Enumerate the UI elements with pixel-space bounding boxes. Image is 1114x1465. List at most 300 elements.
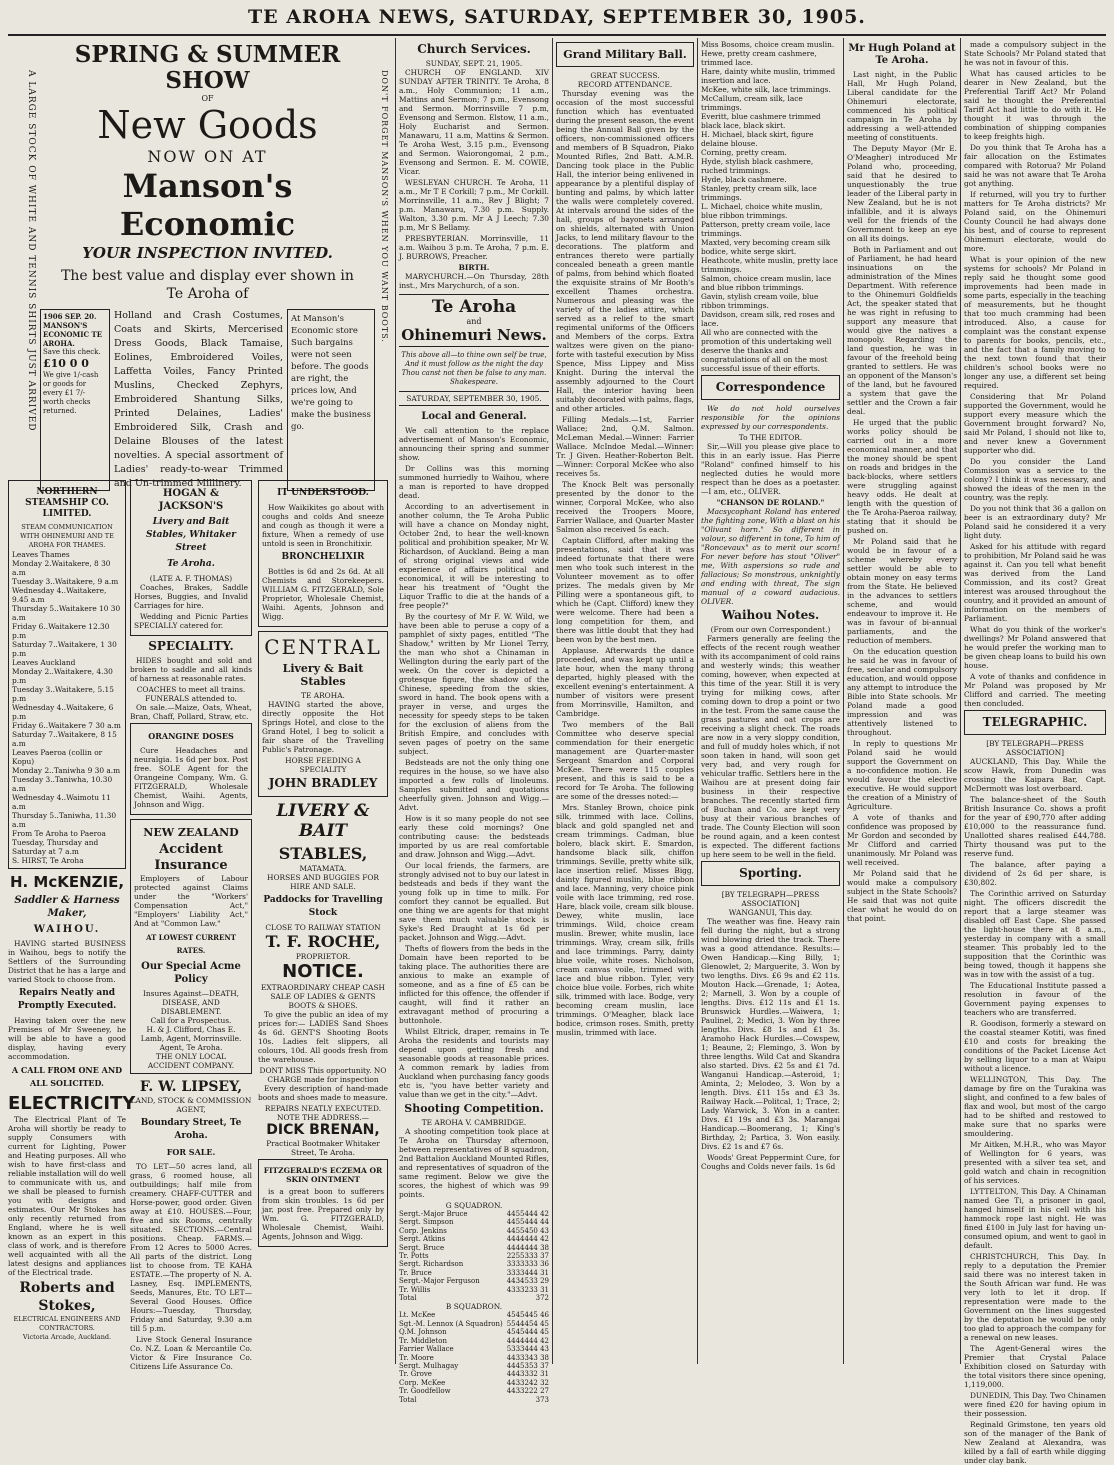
- score-row: [399, 1286, 549, 1294]
- list-line: Hyde, stylish black cashmere, ruched trimmings.: [701, 157, 814, 175]
- paragraph: Captain Clifford, after making the presentations, said that it was indeed fortunate that there were men who took such interest in the Volunteer movement as to offer prizes. The medals given by Mr Pilling were a spontaneous gift, to which he (Capt. Clifford) knew they were welcome. There had been a long competition for them, and there was little doubt that they had been won by the best men.: [556, 536, 694, 644]
- nz-accident-body: Employers of Labour protected against Claims under the "Workers' Compensation Act," "Employers' Liability Act," And at "Common Law.": [134, 874, 248, 928]
- score-name: Tr. Moore: [399, 1353, 434, 1362]
- nz-accident-rates: AT LOWEST CURRENT RATES.: [146, 933, 236, 955]
- paragraph: Two members of the Ball Committee who deserve special commendation for their energetic management are Quarter-master Sergeant Smardon and Corporal McKee. There were 115 couples present, and this is said to be a record for Te Aroha. The following are some of the dresses noted:—: [556, 720, 694, 801]
- score-name: Corp. Jenkins: [399, 1226, 447, 1235]
- paragraph: In reply to questions Mr Poland said he would support the Government on a no-confidence motion. He would favour the elective executive. He would support the creation of a Ministry of Agriculture.: [847, 739, 957, 811]
- score-value: 5544454 45: [506, 1319, 549, 1328]
- list-line: Monday 2.Waitakere, 8 30 a.m: [12, 559, 111, 577]
- vertical-banner-right: DON'T FORGET MANSON'S WHEN YOU WANT BOOTS.: [380, 70, 389, 343]
- coupon-name: MANSON'S ECONOMIC TE AROHA.: [43, 321, 103, 348]
- score-name: Q.M. Johnson: [399, 1328, 447, 1337]
- paragraph: The Agent-General wires the Premier that Crystal Palace Exhibition closed on Saturday with the total visitors there since opening, 1,119,000.: [964, 1344, 1106, 1389]
- score-value: 3333444 31: [506, 1268, 549, 1277]
- paragraph: By the courtesy of Mr F. W. Wild, we have been able to peruse a copy of a pamphlet of sixty pages, entitled "The Shadow," written by Mr Lionel Terry, the man who shot a Chinaman in Wellington during the early part of the week. On the cover is depicted a grotesque figure, the shadow of the Chinese, speeding from the skies, sword in hand. The book opens with a prayer in verse, and urges the necessity for speedy steps to be taken for the exclusion of aliens from the British Empire, and concludes with seven pages of poetry on the same subject.: [399, 612, 549, 756]
- paragraph: If returned, will you try to further matters for Te Aroha districts? Mr Poland said, on the Ohinemuri County Council he had always done his best, and of course to represent Ohinemuri electorate, would do more.: [964, 190, 1106, 253]
- score-name: Sergt.-Major Ferguson: [399, 1277, 480, 1286]
- list-line: Patterson, pretty cream voile, lace trimmings.: [701, 220, 831, 238]
- mckenzie-advertisement: [8, 873, 126, 1090]
- score-name: Lt. McKee: [399, 1311, 436, 1320]
- list-line: Thursday 5..Taniwha, 11.30 a.m: [12, 811, 117, 829]
- hogan-body: Coaches, Brakes, Saddle Horses, Buggies, and Invalid Carriages for hire.: [134, 583, 248, 610]
- lipsey-name: F. W. LIPSEY,: [139, 1079, 243, 1095]
- ball-title: Grand Military Ball.: [563, 48, 687, 61]
- notice-body: To give the public an idea of my prices for:— LADIES Sand Shoes 4s 6d. GENT'S Shooting Boots 10s. Ladies felt slippers, all colours, 10d. All goods fresh from the warehouse.: [258, 1010, 388, 1064]
- paragraph: made a compulsory subject in the State Schools? Mr Poland stated that he was not in favour of this.: [964, 40, 1106, 67]
- nz-accident-policy-sub: Insures Against—DEATH, DISEASE, AND DISABLEMENT.: [142, 989, 239, 1016]
- paragraph: Bedsteads are not the only thing one requires in the house, so we have also imported a few rolls of linoleums. Samples submitted and quotations cheerfully given. Johnson and Wigg.—Advt.: [399, 758, 549, 812]
- church-title: Church Services.: [417, 42, 531, 56]
- score-name: Sergt.-Major Bruce: [399, 1210, 468, 1218]
- list-line: Hare, dainty white muslin, trimmed insertion and lace.: [701, 67, 836, 85]
- paragraph: Both in Parliament and out of Parliament, he had heard insinuations on the administration of the Mines Department. With reference to the Ohinemuri Goldfields Act, the speaker stated that he was right in refusing to support any measure that would give the natives a monopoly. Regarding the land question, he was in favour of the freehold being granted to settlers. He was an opponent of the Manson's of the land, but he favoured a system that gave the settler and the Crown a fair deal.: [847, 245, 957, 416]
- shooting-total-1: [399, 1294, 549, 1302]
- paragraph: WELLINGTON, This Day. The damage by fire on the Turakina was slight, and confined to a few bales of flax and wool, but most of the cargo had to be shifted and restowed to make sure that no sparks were smouldering.: [964, 1075, 1106, 1138]
- telegraphic-by: [BY TELEGRAPH—PRESS ASSOCIATION]: [986, 739, 1084, 757]
- list-line: McKee, white silk, lace trimmings.: [701, 85, 831, 94]
- score-row: [399, 1252, 549, 1260]
- score-row: [399, 1277, 549, 1285]
- understood-advertisement: [258, 480, 388, 627]
- manson-side-verse: At Manson's Economic store Such bargains were not seen before. The goods are right, the prices low, And we're going to make the business go.: [287, 309, 375, 491]
- mckenzie-place: WAIHOU.: [33, 924, 101, 935]
- electricity-advertisement: [8, 1093, 136, 1342]
- poland-title: Mr Hugh Poland at Te Aroha.: [848, 43, 956, 66]
- birth-text: MARYCHURCH.—On Thursday, 28th inst., Mrs Marychurch, of a son.: [399, 272, 549, 290]
- list-line: Tuesday, Thursday and Saturday at 7 a.m: [12, 838, 99, 856]
- list-line: All who are connected with the promotion of this undertaking well deserve the thanks and congratulations of all on the most successful issue of their efforts.: [701, 328, 832, 373]
- poem-text: Macsycophant Roland has entered the fighting zone, With a blast on his "Olivant horn." So different in valour, so different in tone, To him of "Roncevaux" as to merit our scorn! For never before has stout "Oliver" me, With aspersions so rude and fallacious; So monstrous, unknightly and ending with threat, The sign manual of a coward audacious. OLIVER.: [701, 507, 840, 606]
- mckenzie-name: H. McKENZIE,: [9, 873, 125, 891]
- nz-accident-title-2: Accident Insurance: [154, 842, 228, 873]
- list-line: Friday 6..Waitakere 12.30 p.m: [12, 622, 110, 640]
- shooting-team-2: B SQUADRON.: [445, 1302, 503, 1312]
- list-line: Leaves Paeroa (collin or Kopu): [12, 748, 103, 766]
- telegraphic-heading-box: [964, 710, 1106, 735]
- score-name: Sergt. Atkins: [399, 1235, 446, 1244]
- list-line: Leaves Thames: [12, 550, 70, 559]
- score-value: 4455450 43: [506, 1226, 549, 1235]
- church-body: CHURCH OF ENGLAND. XIV SUNDAY AFTER TRINITY. Te Aroha, 8 a.m., Holy Communion; 11 a.m., Mattins and Sermon; 7 p.m., Evensong and Sermon. Morrinsville 7 p.m, Evensong and Sermon. Elstow, 11 a.m., Holy Eucharist and Sermon. Manawaru, 11 a.m, Mattins & Sermon. Te Aroha West, 3.15 p.m., Evensong and Sermon. Waiorongomai, 2 p.m., Evensong and Sermon. E. M. COWIE, Vicar.: [399, 68, 549, 176]
- masthead-rule: [8, 34, 1106, 36]
- nz-accident-policy: Our Special Acme Policy: [141, 961, 241, 985]
- hogan-late: (LATE A. F. THOMAS): [149, 574, 233, 583]
- list-line: Maxted, very becoming cream silk bodice, white serge skirt.: [701, 238, 831, 256]
- column-divider: [960, 38, 961, 1364]
- list-line: Gavin, stylish cream voile, blue ribbon trimmings.: [701, 292, 819, 310]
- local-paragraphs: [399, 426, 549, 1099]
- sporting-heading-box: [701, 861, 840, 886]
- correspondence-title: Correspondence: [715, 380, 826, 394]
- steamship-sub: STEAM COMMUNICATION WITH OHINEMURI AND TE AROHA FOR THAMES.: [20, 523, 114, 549]
- livery-advertisement: [258, 801, 388, 961]
- paper-title-1: Te Aroha: [431, 297, 517, 317]
- manson-advertisement: [40, 41, 375, 489]
- telegraphic-paragraphs: [964, 757, 1106, 1465]
- lipsey-advertisement: [130, 1078, 252, 1371]
- speciality-title: SPECIALITY.: [148, 639, 234, 653]
- list-line: Tuesday 3..Taniwha, 10.30 a.m: [12, 775, 113, 793]
- waihou-sub: (From our own Correspondent.): [710, 625, 831, 634]
- left-column: [8, 478, 136, 1364]
- paragraph: Mr Poland said that he would be in favour of a scheme whereby every settler would be able to obtain money on easy terms from the State. He believed in the advances to settlers scheme, and would endeavour to improve it. He was in favour of bi-annual parliaments, and the reduction of members.: [847, 537, 957, 645]
- score-value: 4443332 31: [506, 1370, 549, 1379]
- understood-body: How Waikikites go about with coughs and colds And sneeze and cough as though it were a fixture, When a remedy of use untold is seen in Bronchitixir.: [262, 503, 384, 548]
- score-row: [399, 1337, 549, 1345]
- waihou-title: Waihou Notes.: [721, 608, 820, 622]
- hogan-place: Te Aroha.: [167, 559, 215, 569]
- notice-dont: DONT MISS This opportunity. NO CHARGE made for inspection: [259, 1066, 387, 1084]
- paragraph: Thursday evening was the occasion of the most successful function which has eventuated during the present season, the event being the Annual Ball given by the officers, non-commissioned officers and members of B Squadron, Piako Mounted Rifles, 2nd Batt. A.M.R. Dancing took place in the Public Hall, the interior being enlivened in appearance by a plentiful display of bunting and palms, by which latter the walls were completely covered. At intervals around the sides of the hall, groups of bayonets arranged on shields, alternated with Union Jacks, to lend military flavour to the decorations. The platform and entrances thereto were partially concealed beneath a green mantle of palms, from behind which floated the exquisite strains of Mr Booth's excellent Thames orchestra. Numerous and pleasing was the variety of the ladies attire, which served as a relief to the smart regimental uniforms of the Officers and Members of the corps. Extra waltzes were given on the piano-forte with tasteful execution by Miss Spence, Miss Lippey and Miss Knight. During the interval the assembly adjourned to the Court Hall, the interior having been suitably decorated with palms, flags, and other articles.: [556, 89, 694, 413]
- manson-best-value: The best value and display ever shown in Te Aroha of: [61, 268, 354, 302]
- score-row: [399, 1260, 549, 1268]
- paragraph: AUCKLAND, This Day. While the scow Hawk, from Dunedin was crossing the Kaipara Bar, Capt. McDermott was lost overboard.: [964, 757, 1106, 793]
- church-wesleyan: WESLEYAN CHURCH. Te Aroha, 11 a.m., Mr T E Corkill; 7 p.m., Mr Corkill. Morrinsville, 11 a.m., Rev J Blight; 7 p.m. Manawaru, 7.30 p.m. Supply. Walton, 3.30 p.m. Mr A J Leech; 7.30 p.m, Mr S Bellamy.: [399, 178, 549, 232]
- score-row: [399, 1227, 549, 1235]
- fitzgerald-advertisement: [258, 1159, 388, 1247]
- column-divider: [843, 38, 844, 1364]
- paragraph: Thefts of flowers from the beds in the Domain have been reported to be taking place. The authorities there are anxious to make an example of someone, and as a fine of £5 can be inflicted for this offence, the offender if caught, will find it rather an extravagant method of procuring a buttonhole.: [399, 944, 549, 1025]
- list-line: Salmon, choice cream muslin, lace and blue ribbon trimmings.: [701, 274, 832, 292]
- score-value: 5333444 43: [506, 1345, 549, 1354]
- score-row: [399, 1379, 549, 1387]
- mckenzie-call: A CALL FROM ONE AND ALL SOLICITED.: [11, 1065, 123, 1088]
- manson-now-on: NOW ON AT: [147, 147, 268, 166]
- score-row: [399, 1269, 549, 1277]
- coupon-save: Save this check.: [43, 348, 101, 356]
- correspondence-to: To THE EDITOR.: [738, 433, 803, 442]
- score-value: 4445353 37: [506, 1361, 549, 1370]
- mckenzie-trade: Saddler & Harness Maker,: [14, 895, 120, 919]
- paper-title-2: Ohinemuri News.: [401, 326, 547, 344]
- electricity-firm-sub: ELECTRICAL ENGINEERS AND CONTRACTORS.: [13, 1315, 121, 1332]
- score-value: 4433242 32: [506, 1378, 549, 1387]
- hogan-sub: Livery and Bait Stables, Whitaker Street: [145, 517, 237, 553]
- steamship-title: NORTHERN STEAMSHIP CO. LIMITED.: [25, 487, 109, 519]
- column-divider: [552, 38, 553, 1364]
- paragraph: How is it so many people do not see early these cold mornings? One contributing cause: the bedsteads imported by us are real comfortable and draw. Johnson and Wigg.—Advt.: [399, 814, 549, 859]
- list-line: Miss Bosoms, choice cream muslin.: [701, 40, 835, 49]
- paragraph: Mrs. Stanley Brown, choice pink silk, trimmed with lace. Collins, black and gold spangled net and cream trimmings. Cadman, blue bolero, black skirt. E. Smardon, handsome black silk, chiffon trimmings. Seville, pretty white silk, lace insertion relief. Misses Bigg, dainty figured muslin, blue ribbon and lace. Manning, very choice pink voile with lace trimming, red rose. Hare, black voile, cream silk blouse. Dewey, white muslin, lace trimmings. Wild, choice cream muslin. Brewer, white muslin, lace trimmings. Wray, cream silk, frills and lace trimmings. Parry, dainty blue voile, white roses. Nicholson, cream canvas voile, trimmed with lace and blue ribbon. Tyler, very choice blue voile. Forbes, rich white silk, trimmed with lace. Bodge, very becoming cream muslin, lace trimmings. O'Meagher, black lace bodice, crimson roses. Smith, pretty muslin, trimmed with lace.: [556, 803, 694, 1037]
- notice-body-2: Every description of hand-made boots and shoes made to measure.: [258, 1084, 388, 1102]
- fitzgerald-body: is a great boon to sufferers from skin troubles. 1s 6d per jar, post free. Prepared only by Wm. G. FITZGERALD, Wholesale Chemist, Waihi. Agents, Johnson and Wigg.: [262, 1187, 384, 1241]
- waihou-body: Farmers generally are feeling the effects of the recent rough weather with its accompaniment of cold rains and westerly winds; this weather coming, however, when expected at this time of the year. Still it is very trying for milking cows, after coming down to drop a point or two in the test. From the same cause the grass pastures and oat crops are receiving a slight check. The roads are now in a very sloppy condition, and full of muddy holes which, if not soon taken in hand, will soon get very bad, and very rough for vehicular traffic. Settlers here in the Waihou are at present doing fair business in their respective branches. The recently started firm of Buchan and Co. are kept very busy at their various branches of trade. The County Election will soon be round again, and a keen contest is expected. The different factions up here seem to be well in the field.: [701, 634, 840, 859]
- list-line: L. Michael, choice white muslin, blue ribbon trimmings.: [701, 202, 823, 220]
- paragraph: The Knock Belt was personally presented by the donor to the winner, Corporal McKee, who also received the Troopers Moore, Farrier Wallace, and Quarter Master Salmon also received 5s each.: [556, 480, 694, 534]
- score-row: [399, 1210, 549, 1218]
- understood-title: IT UNDERSTOOD.: [277, 488, 369, 498]
- paragraph: Dr Collins was this morning summoned hurriedly to Waihou, where a man is reported to have dropped dead.: [399, 464, 549, 500]
- manson-store-name: Manson's Economic: [119, 167, 296, 243]
- score-row: [399, 1345, 549, 1353]
- score-row: [399, 1362, 549, 1370]
- score-value: 4455444 44: [506, 1218, 549, 1227]
- hogan-advertisement: [130, 480, 252, 636]
- paragraph: Do you consider the Land Commission was a service to the colony? I think it was necessary, and showed the ideas of the men in the country, was the reply.: [964, 457, 1106, 502]
- list-line: Saturday 7..Waitakere, 8 15 a.m: [12, 730, 117, 748]
- paragraph: Asked for his attitude with regard to prohibition, Mr Poland said he was against it. Can you tell what benefit was derived from the Land Commission, and its cost? Great interest was aroused throughout the country, and it provided an amount of information on the members of Parliament.: [964, 542, 1106, 623]
- paragraph: The Educational Institute passed a resolution in favour of the Government paying expenses to teachers who are transferred.: [964, 981, 1106, 1017]
- score-name: Tr. Goodfellow: [399, 1387, 451, 1396]
- coupon-text: We give 1/-cash or goods for every £1 7/- worth checks returned.: [43, 371, 99, 415]
- lipsey-for-sale: FOR SALE.: [166, 1147, 216, 1157]
- central-sub: Livery & Bait Stables: [282, 662, 364, 688]
- woods-advert: Woods' Great Peppermint Cure, for Coughs and Colds never fails. 1s 6d: [701, 1153, 840, 1171]
- paragraph: LYTTELTON, This Day. A Chinaman named Gee Ti, a prisoner in gaol, hanged himself in his cell with his hammock rope last night. He was fined £100 in July last for having un-consumed opium, and went to gaol in default.: [964, 1187, 1106, 1250]
- shooting-table-1: [399, 1210, 549, 1294]
- paragraph: CHRISTCHURCH, This Day. In reply to a deputation the Premier said there was no interest taken in the South African war fund. He was very loth to let it drop. If representation were made to the Government on the lines suggested by the deputation he would be only too glad to approach the company for a renewal on new leases.: [964, 1252, 1106, 1342]
- paragraph: What has caused articles to be dearer in New Zealand, but the Preferential Tariff Act? Mr Poland said he thought the Preferential Tariff Act had little to do with it. He thought it was through the combination of shipping companies to keep freights high.: [964, 69, 1106, 141]
- paragraph: Mr Poland said that he would make a compulsory subject in the State Schools? He said that was not quite clear what he would do on that point.: [847, 869, 957, 923]
- list-line: Tuesday 3..Waitakere, 5.15 p.m: [12, 685, 114, 703]
- poland-confidence: A vote of thanks and confidence in Mr Poland was proposed by Mr Clifford and carried. The meeting then concluded.: [964, 672, 1106, 708]
- score-name: Tr. Middleton: [399, 1336, 447, 1345]
- paragraph: Do you not think that 36 a gallon on beer is an extraordinary duty? Mr Poland said he considered it a very light duty.: [964, 504, 1106, 540]
- list-line: Monday 2..Waitakere, 4.30 p.m: [12, 667, 113, 685]
- paper-motto: This above all—to thine own self be true, And it must follow as the night the day Thou canst not then be false to any man. Shakespeare.: [401, 351, 547, 386]
- score-name: Sergt. Bruce: [399, 1243, 445, 1252]
- score-value: 4433343 38: [506, 1353, 549, 1362]
- paragraph: Whilst Eltrick, draper, remains in Te Aroha the residents and tourists may depend upon getting fresh and seasonable goods at reasonable prices. A common remark by ladies from Auckland when purchasing fancy goods etc is, "you have better variety and value than we get in the city."—Advt.: [399, 1027, 549, 1099]
- notice-note: NOTE THE ADDRESS.—: [277, 1113, 369, 1122]
- correspondence-note: We do not hold ourselves responsible for the opinions expressed by our correspondents.: [701, 404, 840, 431]
- score-name: Sergt. Mulhagay: [399, 1361, 459, 1370]
- hogan-name: HOGAN & JACKSON'S: [158, 488, 224, 512]
- electricity-title: ELECTRICITY: [8, 1093, 136, 1114]
- score-value: 4434533 29: [506, 1277, 549, 1286]
- paragraph: Mr Aitken, M.H.R., who was Mayor of Wellington for 6 years, was presented with a silver tea set, and gold watch and chain in recognition of his services.: [964, 1140, 1106, 1185]
- livery-role: PROPRIETOR.: [295, 952, 351, 961]
- paragraph: The balance-sheet of the South British Insurance Co. shows a profit for the year of £90,770 after adding £10,000 to the reassurance fund. Unallotted shares realised £44,788. Thirty thousand was put to the reserve fund.: [964, 795, 1106, 858]
- paragraph: The balance, after paying a dividend of 2s 6d per share, is £30,802.: [964, 860, 1106, 887]
- score-value: 4333233 31: [506, 1285, 549, 1294]
- church-presbyterian: PRESBYTERIAN. Morrinsville, 11 a.m. Waihou 3 p.m. Te Aroha, 7 p.m. E. J. BURROWS, Preacher.: [399, 234, 549, 261]
- paragraph: Reginald Grimstone, ten years old son of the manager of the Bank of New Zealand at Alexandra, was killed by a fall of earth while digging under clay bank.: [964, 1420, 1106, 1465]
- list-line: Thursday 5..Waitakere 10 30 a.m: [12, 604, 121, 622]
- list-line: Davidson, cream silk, red roses and lace.: [701, 310, 835, 328]
- manson-new-goods: New Goods: [97, 103, 318, 147]
- electricity-address: Victoria Arcade, Auckland.: [22, 1333, 112, 1341]
- poland-continued: [964, 40, 1106, 670]
- score-value: 3333333 36: [506, 1260, 549, 1269]
- livery-owner: T. F. ROCHE,: [265, 932, 381, 951]
- score-row: [399, 1311, 549, 1319]
- telegraphic-column: [964, 40, 1106, 1465]
- paragraph: Filling Medals.—1st, Farrier Wallace; 2nd, Q.M. Salmon. McLeman Medal.—Winner: Farrier Wallace. McIndoe Medal.—Winner: Tr. J Given. Heather-Roberton Belt.—Winner: Corporal McKee who also receives 5s.: [556, 415, 694, 478]
- central-place: TE AROHA.: [301, 691, 345, 700]
- manson-of: OF: [201, 94, 214, 103]
- score-value: 2255333 37: [506, 1252, 549, 1261]
- shooting-team-1: G SQUADRON.: [445, 1201, 503, 1210]
- score-row: [399, 1354, 549, 1362]
- paragraph: Considering that Mr Poland supported the Government, would he support every measure which the Government brought forward? No, said Mr Poland, I should not like to, and never knew a Government supporter who did.: [964, 392, 1106, 455]
- score-value: 4455444 42: [506, 1210, 549, 1218]
- correspondence-body: Sir,—Will you please give place to this in an early issue. Has Pierre "Roland" confined himself to his neglected duties he would more respect than he does as a poetaster.—I am, etc., OLIVER.: [701, 442, 840, 496]
- poland-column: [847, 40, 957, 1364]
- speciality-sale: On sale.—Maize, Oats, Wheat, Bran, Chaff, Pollard, Straw, etc.: [130, 703, 252, 721]
- paragraph: What do you think of the worker's dwellings? Mr Poland answered that he would prefer the working man to be given cheap loans to build his own house.: [964, 625, 1106, 670]
- central-title: CENTRAL: [264, 635, 382, 659]
- paragraph: He urged that the public works policy should be carried out in a more economical manner, and that the money should be spent on roads and bridges in the back-blocks, where settlers were struggling against heavy odds. He dealt at length with the question of the Te Aroha-Paeroa railway, stating that it should be pushed on.: [847, 418, 957, 535]
- correspondence-heading-box: [701, 375, 840, 400]
- orangine-body: Cure Headaches and neuralgia. 1s 6d per box. Post free. SOLE Agent for the Orangeine Company, Wm. G. FITZGERALD, Wholesale Chemist, Waihi. Agents, Johnson and Wigg.: [134, 746, 248, 809]
- livery-body: HORSES AND BUGGIES FOR HIRE AND SALE.: [267, 873, 379, 891]
- poland-paragraphs: [847, 70, 957, 923]
- livery-paddocks: Paddocks for Travelling Stock: [263, 895, 383, 918]
- list-line: Wednesday 4..Waitakere, 6 p.m: [12, 703, 114, 721]
- paragraph: On the education question he said he was in favour of free, secular and compulsory education, and would oppose any attempt to introduce the Bible into State schools. Mr Poland made a good impression and was attentively listened to throughout.: [847, 647, 957, 737]
- lipsey-body: TO LET—50 acres land, all grass, 6 roomed house, all outbuildings; half mile from creamery. CHAFF-CUTTER and Horse-power, good order. Given away at £10. HOUSES.—Four, five and six Rooms, centrally situated. SECTIONS.—Central positions. Cheap. FARMS.—From 12 Acres to 5000 Acres. All parts of the district. Long list to choose from. TE KAHA ESTATE.—The property of N. A. Lasney, Esq. IMPLEMENTS, Seeds, Manures, Etc. TO LET—Several Good Houses. Office Hours:—Tuesday, Thursday, Friday and Saturday, 9.30 a.m till 5 p.m.: [130, 1162, 252, 1333]
- notice-repairs: REPAIRS NEATLY EXECUTED.: [264, 1104, 382, 1113]
- ball-sub-2: RECORD ATTENDANCE.: [577, 80, 673, 89]
- hogan-body-2: Wedding and Picnic Parties SPECIALLY catered for.: [134, 612, 248, 630]
- score-row: [399, 1320, 549, 1328]
- list-line: Hyde, black cashmere.: [701, 175, 787, 184]
- list-line: From Te Aroha to Paeroa: [12, 829, 106, 838]
- list-line: Stanley, pretty cream silk, lace trimmings.: [701, 184, 817, 202]
- speciality-body: HIDES bought and sold and broken to saddle and all kinds of harness at reasonable rates.: [130, 656, 252, 683]
- manson-coupon: [40, 309, 110, 491]
- notice-name: DICK BRENAN,: [266, 1122, 380, 1138]
- shooting-total-2: [399, 1396, 549, 1404]
- ball-sub: GREAT SUCCESS.: [590, 71, 660, 80]
- total-label: Total: [399, 1395, 417, 1404]
- notice-role: Practical Bootmaker Whitaker Street, Te Aroha.: [266, 1139, 380, 1157]
- lipsey-street: Boundary Street, Te Aroha.: [140, 1118, 242, 1141]
- coupon-date: 1906 SEP. 20.: [43, 312, 97, 321]
- score-name: Tr. Grove: [399, 1370, 432, 1379]
- paragraph: We call attention to the replace advertisement of Manson's Economic, announcing their spring and summer show.: [399, 426, 549, 462]
- correspondence-column: [701, 40, 840, 1364]
- total-label: Total: [399, 1294, 417, 1303]
- total-value: 372: [535, 1294, 549, 1303]
- list-line: Heathcote, white muslin, pretty lace trimmings.: [701, 256, 838, 274]
- electricity-firm: Roberts and Stokes,: [19, 1280, 115, 1314]
- list-line: Friday 6..Waitakere 7 30 a.m: [12, 721, 121, 730]
- birth-heading: BIRTH.: [458, 263, 490, 272]
- ball-paragraphs: [556, 89, 694, 1037]
- nz-accident-company: THE ONLY LOCAL ACCIDENT COMPANY.: [147, 1052, 235, 1070]
- livery-station: CLOSE TO RAILWAY STATION: [265, 923, 381, 932]
- paragraph: Last night, in the Public Hall, Mr Hugh Poland, Liberal candidate for the Ohinemuri electorate, commenced his political campaign in Te Aroha by addressing a well-attended meeting of constituents.: [847, 70, 957, 142]
- mckenzie-body-2: Having taken over the new Premises of Mr Sweeney, he will be able to have a good display, having every accommodation.: [8, 1016, 126, 1061]
- orangine-advertisement: [130, 723, 252, 815]
- mckenzie-repairs: Repairs Neatly and Promptly Executed.: [17, 988, 117, 1011]
- score-value: 4444444 42: [506, 1235, 549, 1244]
- page-masthead: TE AROHA NEWS, SATURDAY, SEPTEMBER 30, 1905.: [248, 6, 866, 28]
- lipsey-agencies: Live Stock General Insurance Co. N.Z. Loan & Mercantile Co. Victor & Fire Insurance Co. Citizens Life Assurance Co.: [130, 1335, 252, 1371]
- steamship-schedule: [12, 550, 122, 865]
- central-advertisement: [258, 631, 388, 797]
- list-line: Hewe, pretty cream cashmere, trimmed lace.: [701, 49, 817, 67]
- coupon-amount: £10 0 0: [43, 357, 89, 370]
- total-value: 373: [535, 1395, 549, 1404]
- paragraph: R. Goodison, formerly a steward on the coastal steamer Kotiti, was fined £10 and costs for breaking the conditions of the Packet License Act by selling liquor to a man at Waipu without a licence.: [964, 1019, 1106, 1073]
- central-owner: JOHN BRADLEY: [268, 776, 378, 790]
- score-value: 4545445 46: [506, 1311, 549, 1320]
- list-line: Tuesday 3..Waitakere, 9 a.m: [12, 577, 119, 586]
- third-column: [258, 478, 388, 1364]
- score-value: 4444444 42: [506, 1336, 549, 1345]
- vertical-banner-left: A LARGE STOCK OF WHITE AND TENNIS SHIRTS JUST ARRIVED: [26, 70, 36, 432]
- fitzgerald-title: FITZGERALD'S ECZEMA OR SKIN OINTMENT: [263, 1166, 383, 1184]
- nz-accident-prospectus: Call for a Prospectus.: [150, 1016, 232, 1025]
- score-value: 4444444 38: [506, 1243, 549, 1252]
- paragraph: A vote of thanks and confidence was proposed by Mr Gordon and seconded by Mr Clifford and carried unanimously. Mr Poland was well received.: [847, 813, 957, 867]
- list-line: Monday 2..Taniwha 9 30 a.m: [12, 766, 121, 775]
- speciality-advertisement: [130, 640, 252, 721]
- list-line: Corning, pretty cream.: [701, 148, 787, 157]
- score-name: Corp. McKee: [399, 1378, 446, 1387]
- column-divider: [395, 38, 396, 1364]
- poem-title: "CHANSON DE ROLAND.": [716, 498, 825, 507]
- shooting-body: A shooting competition took place at Te Aroha on Thursday afternoon, between representatives of B squadron, 2nd Battalion Auckland Mounted Rifles, and representatives of squadron of the same regiment. Below we give the scores, the highest of which was 99 points.: [399, 1127, 549, 1199]
- local-title: Local and General.: [421, 411, 527, 422]
- score-row: [399, 1387, 549, 1395]
- list-line: H. Michael, black skirt, figure delaine blouse.: [701, 130, 814, 148]
- score-row: [399, 1218, 549, 1226]
- paper-and: and: [466, 317, 482, 326]
- manson-goods-list: Holland and Crash Costumes, Coats and Skirts, Mercerised Dress Goods, Black Tamaise, Eolines, Embroidered Voiles, Laffetta Voiles, Fancy Printed Muslins, Checked Zephyrs, Embroidered Shantung Silks, Printed Delaines, Ladies' Embroidered Silk, Crash and Delaine Blouses of the latest novelties. A special assortment of Ladies' ready-to-wear Trimmed and Un-trimmed Millinery.: [114, 310, 283, 489]
- lipsey-sub: LAND, STOCK & COMMISSION AGENT,: [130, 1096, 252, 1114]
- dresses-list: [701, 40, 840, 373]
- speciality-coaches: COACHES to meet all trains.: [136, 685, 246, 694]
- ball-column: [556, 40, 694, 1364]
- sporting-body: The weather was fine. Heavy rain fell during the night, but a strong wind blowing dried the track. There was a good attendance. Results:— Owen Handicap.—King Billy, 1; Glenowlet, 2; Marguerite, 3. Won by two lengths. Divs. £6 9s and £2 11s. Mouton Hack.—Grenade, 1; Aotea, 2; Marnell, 3. Won by a couple of lengths. Divs. £12 11s and £1 1s. Brunswick Hurdles.—Waiwera, 1; Paulinel, 2; Medici, 3. Won by three lengths. Divs. £8 1s and £1 3s. Aramoho Hack Hurdles.—Cowspew, 1; Beaune, 2; Flemingo, 3. Won by three lengths. Wild Cat and Skandra also started. Divs. £2 5s and £1 7d. Wanganui Handicap.—Asteroid, 1; Aminta, 2; Melodeo, 3. Won by a length. Divs. £11 15s and £3 3s. Railway Hack.—Politcal, 1; Trace, 2; Lady Warwick, 3. Won in a canter. Divs. £1 19s and £3 3s. Marangai Handicap.—Boomerang, 1; King's Birthday, 2; Partica, 3. Won easily. Divs. £2 1s and £7 6s.: [701, 917, 840, 1151]
- central-body: HAVING started the above, directly opposite the Hot Springs Hotel, and close to the Grand Hotel, I beg to solicit a fair share of the Travelling Public's Patronage.: [262, 700, 384, 754]
- list-line: Saturday 7..Waitakere, 1 30 p.m: [12, 640, 117, 658]
- list-line: Wednesday 4..Waitakere, 9.45 a.m: [12, 586, 107, 604]
- shooting-table-2: [399, 1311, 549, 1395]
- understood-body-2: Bottles is 6d and 2s 6d. At all Chemists and Storekeepers. WILLIAM G. FITZGERALD, Sole Proprietor, Wholesale Chemist, Waihi. Agents, Johnson and Wigg.: [262, 567, 384, 621]
- score-name: Tr. Potts: [399, 1252, 429, 1261]
- paragraph: Applause. Afterwards the dance proceeded, and was kept up until a late hour, when the many throng departed, highly pleased with the excellent evening's entertainment. A number of visitors were present from Morrinsville, Hamilton, and Cambridge.: [556, 646, 694, 718]
- score-name: Sergt. Simpson: [399, 1218, 454, 1227]
- nz-accident-agents: H. & J. Clifford, Chas E. Lamb, Agent, Morrinsville. Agent, Te Aroha.: [140, 1025, 242, 1052]
- livery-title: LIVERY & BAIT: [276, 801, 370, 841]
- manson-inspection: YOUR INSPECTION INVITED.: [82, 244, 333, 262]
- church-date: SUNDAY, SEPT. 21, 1905.: [425, 59, 523, 68]
- score-name: Sergt. Richardson: [399, 1260, 464, 1269]
- notice-sub: EXTRAORDINARY CHEAP CASH SALE OF LADIES & GENTS BOOTS & SHOES.: [261, 983, 385, 1010]
- livery-place: MATAMATA.: [299, 864, 347, 873]
- sporting-by: [BY TELEGRAPH—PRESS ASSOCIATION]: [721, 890, 820, 908]
- paper-nameplate: [399, 294, 549, 347]
- paragraph: The Corinthic arrived on Saturday night. The officers discredit the report that a large steamer was disabled off East Cape. She passed the light-house there at 8 a.m., yesterday in company with a small steamer. This probably led to the supposition that the Corinthic was being towed, though it happens she was in tow with the assist of a tug.: [964, 889, 1106, 979]
- orangine-title: ORANGINE DOSES: [148, 731, 234, 741]
- speciality-funerals: FUNERALS attended to.: [145, 694, 237, 703]
- score-value: 4433222 27: [506, 1387, 549, 1396]
- score-row: [399, 1244, 549, 1252]
- central-horse: HORSE FEEDING A SPECIALITY: [285, 756, 361, 774]
- score-name: Sgt.-M. Lennox (A Squadron): [399, 1319, 503, 1328]
- paragraph: What is your opinion of the new systems for schools? Mr Poland in reply said he thought some good improvements had been made in some parts, especially in the teaching of measurements, but he thought that too much cramming had been introduced. Also, a cause for complaint was the constant expense to parents for books, pencils, etc., and the fact that a family moving to the next town found that their children's school books were no longer any use, a different set being required.: [964, 255, 1106, 390]
- manson-headline: SPRING & SUMMER SHOW: [74, 41, 341, 94]
- telegraphic-title: TELEGRAPHIC.: [982, 715, 1088, 729]
- score-value: 4545444 45: [506, 1328, 549, 1337]
- mckenzie-body: HAVING started BUSINESS in Waihou, begs to notify the Settlers of the Surrounding District that he has a large and varied Stock to choose from.: [8, 939, 126, 984]
- notice-advertisement: [258, 961, 388, 1157]
- electricity-body: The Electrical Plant of Te Aroha will shortly be ready to supply Consumers with current for Lighting, Power and Heating purposes. All who wish to have first-class and reliable installation will do well to communicate with us, and we shall be pleased to furnish you with designs and estimates. Our Mr Stokes has only recently returned from England, where he is well known as an expert in this class of work, and is therefore well acquainted with all the latest designs and appliances of the Electrical trade.: [8, 1115, 126, 1277]
- score-row: [399, 1370, 549, 1378]
- sporting-title: Sporting.: [739, 866, 802, 880]
- church-column: [399, 40, 549, 1404]
- ball-heading-box: [556, 42, 694, 67]
- paragraph: Do you think that Te Aroha has a fair allocation on the Estimates compared with Rotorua? Mr Poland said he was not aware that Te Aroha got anything.: [964, 143, 1106, 188]
- score-name: Tr. Willis: [399, 1285, 431, 1294]
- paper-date: SATURDAY, SEPTEMBER 30, 1905.: [399, 391, 549, 406]
